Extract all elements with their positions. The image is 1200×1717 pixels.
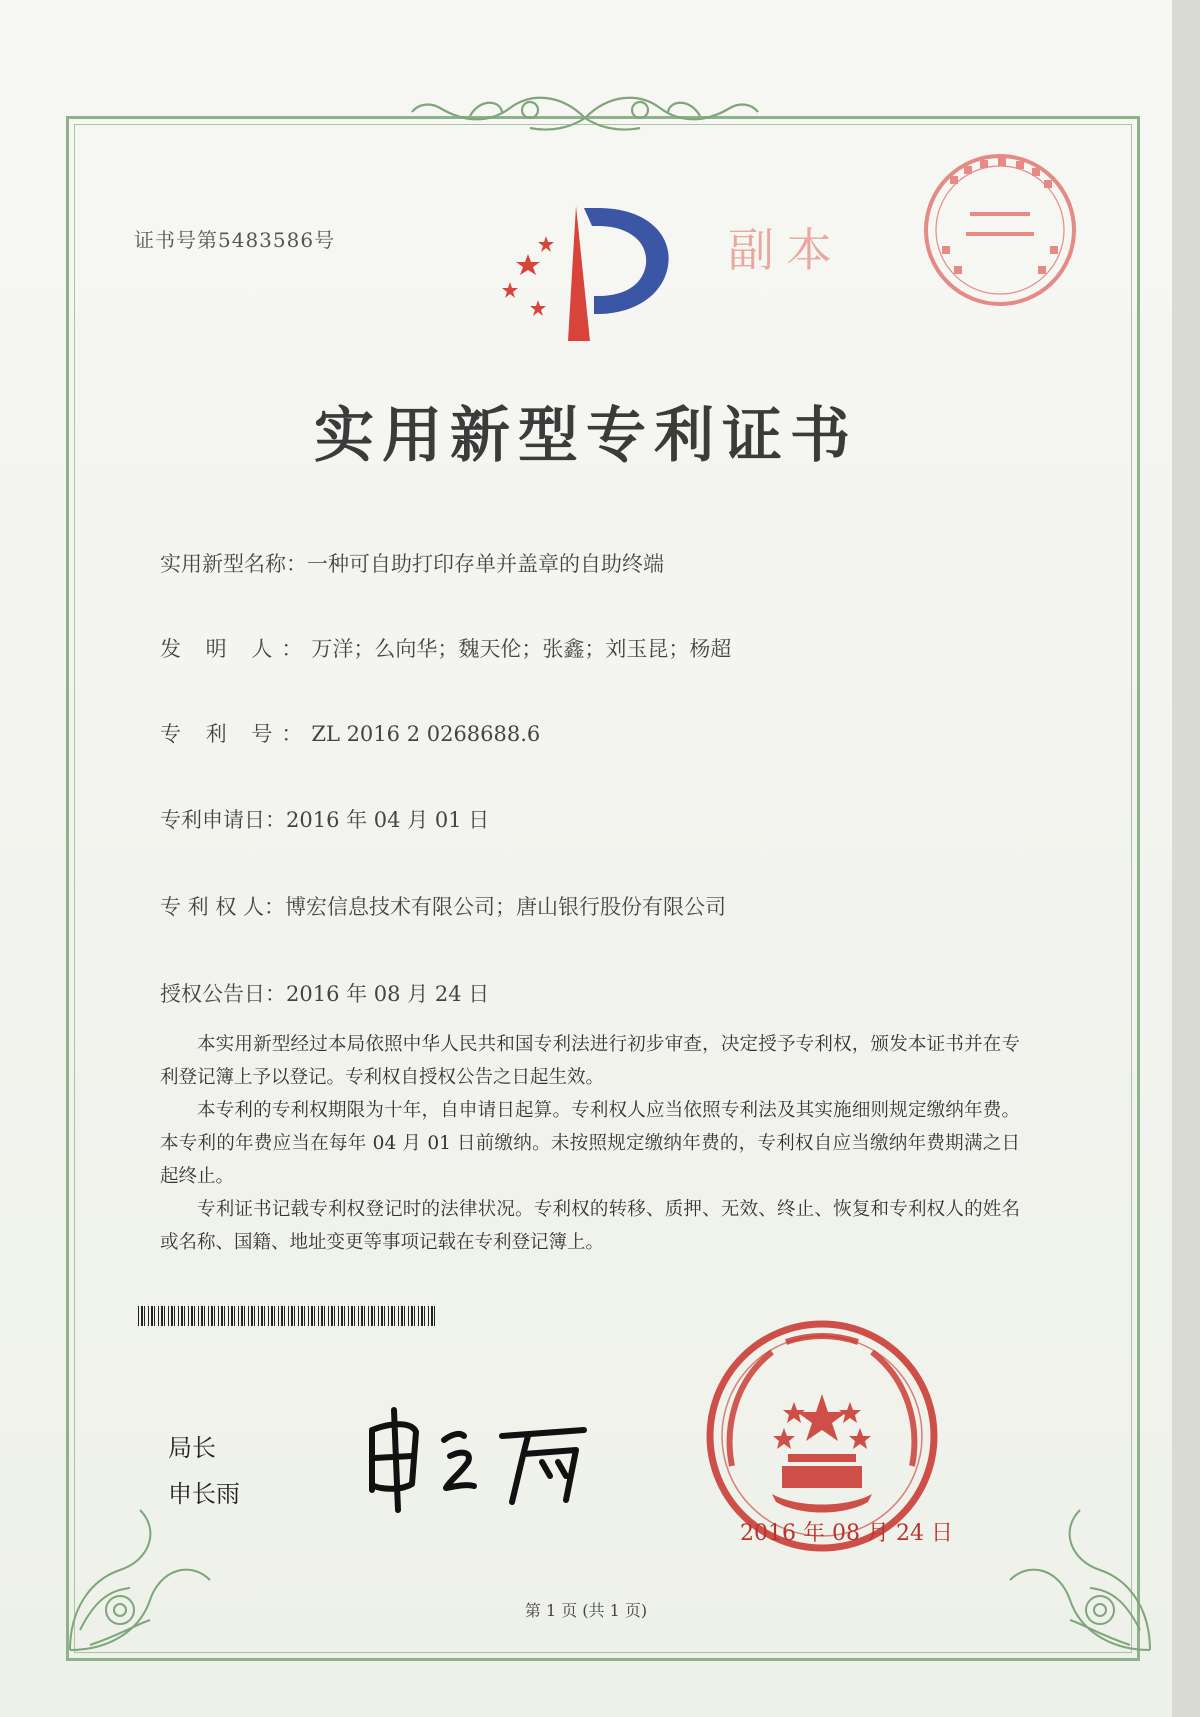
body-paragraph: 专利证书记载专利权登记时的法律状况。专利权的转移、质押、无效、终止、恢复和专利权人的姓名或名称、国籍、地址变更等事项记载在专利登记簿上。 — [160, 1199, 1020, 1253]
seal-date: 2016 年 08 月 24 日 — [740, 1521, 953, 1546]
page-footer: 第 1 页 (共 1 页) — [524, 1601, 648, 1620]
barcode — [138, 1306, 436, 1326]
body-paragraph: 本实用新型经过本局依照中华人民共和国专利法进行初步审查，决定授予专利权，颁发本证书并在专利登记簿上予以登记。专利权自授权公告之日起生效。 — [160, 1034, 1020, 1088]
patentee-value: 博宏信息技术有限公司；唐山银行股份有限公司 — [285, 895, 727, 919]
certificate-number: 证书号第5483586号 — [134, 228, 336, 252]
director-name: 申长雨 — [168, 1480, 240, 1508]
corner-ornament-right — [960, 1460, 1160, 1660]
duplicate-mark: 副本 — [728, 223, 844, 277]
field-inventors — [160, 633, 731, 663]
agency-stamp — [920, 150, 1080, 310]
field-grant-date — [160, 978, 489, 1008]
director-signature — [352, 1400, 612, 1520]
patent-number-value: ZL 2016 2 0268688.6 — [311, 722, 541, 746]
filing-date-value: 2016 年 04 月 01 日 — [286, 808, 490, 832]
field-model-name — [160, 548, 664, 578]
model-name-value: 一种可自助打印存单并盖章的自助终端 — [307, 552, 664, 576]
inventors-value: 万洋；么向华；魏天伦；张鑫；刘玉昆；杨超 — [311, 637, 732, 661]
model-name-label: 实用新型名称： — [160, 552, 307, 576]
certificate-title: 实用新型专利证书 — [314, 401, 858, 471]
certificate-body — [160, 1028, 1020, 1259]
patentee-label: 专 利 权 人： — [160, 895, 286, 919]
body-paragraph: 本专利的专利权期限为十年，自申请日起算。专利权人应当依照专利法及其实施细则规定缴纳年费。本专利的年费应当在每年 04 月 01 日前缴纳。未按照规定缴纳年费的，专利权自应当缴纳年费期满之日起终止。 — [160, 1100, 1020, 1187]
patent-number-label: 专 利 号： — [160, 722, 312, 746]
grant-date-label: 授权公告日： — [160, 982, 286, 1006]
top-ornament — [410, 88, 760, 144]
field-patent-number — [160, 718, 540, 748]
page-edge — [1172, 0, 1200, 1717]
field-patentee — [160, 891, 726, 921]
field-filing-date — [160, 804, 489, 834]
inventors-label: 发 明 人： — [160, 637, 312, 661]
grant-date-value: 2016 年 08 月 24 日 — [286, 982, 490, 1006]
patent-office-logo-icon — [498, 196, 678, 346]
filing-date-label: 专利申请日： — [160, 808, 286, 832]
director-title: 局长 — [168, 1434, 216, 1462]
